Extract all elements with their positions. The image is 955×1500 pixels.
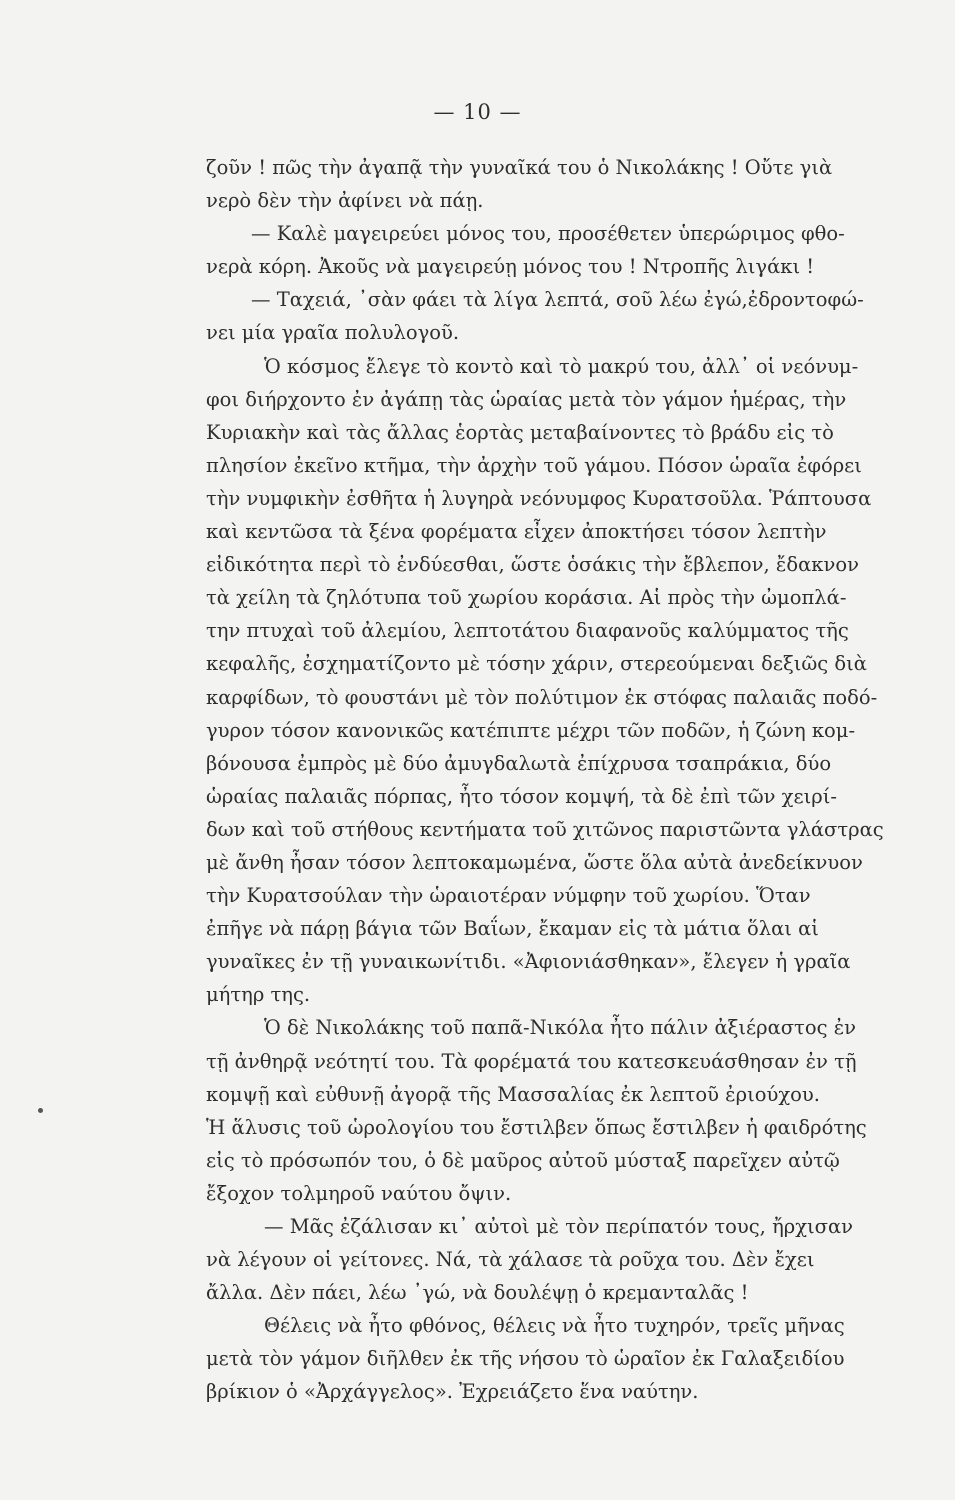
text-line: τὰ χείλη τὰ ζηλότυπα τοῦ χωρίου κοράσια. Αἱ πρὸς τὴν ὠμοπλά- xyxy=(206,586,847,610)
text-line: μήτηρ της. xyxy=(206,983,311,1007)
text-line: Ὁ κόσμος ἔλεγε τὸ κοντὸ καὶ τὸ μακρύ του, ἀλλ᾽ οἱ νεόνυμ- xyxy=(264,354,859,378)
text-body xyxy=(206,151,934,1409)
text-line: φοι διήρχοντο ἐν ἀγάπῃ τὰς ὡραίας μετὰ τὸν γάμον ἡμέρας, τὴν xyxy=(206,387,847,411)
text-line: γυναῖκες ἐν τῇ γυναικωνίτιδι. «Ἀφιονιάσθηκαν», ἔλεγεν ἡ γραῖα xyxy=(206,950,851,974)
text-line: νει μία γραῖα πολυλογοῦ. xyxy=(206,321,460,345)
text-line: εἰδικότητα περὶ τὸ ἐνδύεσθαι, ὥστε ὁσάκις τὴν ἔβλεπον, ἔδακνον xyxy=(206,553,859,577)
text-line: καρφίδων, τὸ φουστάνι μὲ τὸν πολύτιμον ἐκ στόφας παλαιᾶς ποδό- xyxy=(206,685,878,709)
text-line: καὶ κεντῶσα τὰ ξένα φορέματα εἶχεν ἀποκτήσει τόσον λεπτὴν xyxy=(206,520,827,544)
text-line: ἐπῆγε νὰ πάρῃ βάγια τῶν Βαΐων, ἔκαμαν εἰς τὰ μάτια ὅλαι αἱ xyxy=(206,917,819,941)
text-line: βόνουσα ἐμπρὸς μὲ δύο ἀμυγδαλωτὰ ἐπίχρυσα τσαπράκια, δύο xyxy=(206,751,832,775)
text-line: βρίκιον ὁ «Ἀρχάγγελος». Ἐχρειάζετο ἕνα ναύτην. xyxy=(206,1380,699,1404)
text-line: — Μᾶς ἐζάλισαν κι᾽ αὐτοὶ μὲ τὸν περίπατόν τους, ἤρχισαν xyxy=(264,1215,854,1238)
text-line: δων καὶ τοῦ στήθους κεντήματα τοῦ χιτῶνος παριστῶντα γλάστρας xyxy=(206,817,884,841)
text-line: κεφαλῆς, ἐσχηματίζοντο μὲ τόσην χάριν, στερεούμεναι δεξιῶς διὰ xyxy=(206,652,867,676)
text-line: Κυριακὴν καὶ τὰς ἄλλας ἑορτὰς μεταβαίνοντες τὸ βράδυ εἰς τὸ xyxy=(206,420,834,444)
text-line: εἰς τὸ πρόσωπόν του, ὁ δὲ μαῦρος αὐτοῦ μύσταξ παρεῖχεν αὐτῷ xyxy=(206,1148,840,1172)
text-line: τὴν Κυρατσούλαν τὴν ὡραιοτέραν νύμφην τοῦ χωρίου. Ὅταν xyxy=(206,884,811,908)
text-line: νερὸ δὲν τὴν ἀφίνει νὰ πάῃ. xyxy=(206,189,484,213)
margin-mark xyxy=(38,1108,43,1113)
text-line: τῇ ἀνθηρᾷ νεότητί του. Τὰ φορέματά του κατεσκευάσθησαν ἐν τῇ xyxy=(206,1049,857,1073)
page-number: — 10 — xyxy=(433,100,522,124)
text-line: πλησίον ἐκεῖνο κτῆμα, τὴν ἀρχὴν τοῦ γάμου. Πόσον ὡραῖα ἐφόρει xyxy=(206,453,862,477)
text-line: νερὰ κόρη. Ἀκοῦς νὰ μαγειρεύῃ μόνος του ! Ντροπῆς λιγάκι ! xyxy=(206,255,815,279)
text-line: Ὁ δὲ Νικολάκης τοῦ παπᾶ-Νικόλα ἦτο πάλιν ἀξιέραστος ἐν xyxy=(264,1016,857,1040)
text-line: γυρον τόσον κανονικῶς κατέπιπτε μέχρι τῶν ποδῶν, ἡ ζώνη κομ- xyxy=(206,718,856,742)
text-line: — Ταχειά, ᾽σὰν φάει τὰ λίγα λεπτά, σοῦ λέω ἐγώ,ἐδροντοφώ- xyxy=(251,288,864,312)
text-line: ἔξοχον τολμηροῦ ναύτου ὄψιν. xyxy=(206,1181,512,1205)
text-line: Ἡ ἅλυσις τοῦ ὡρολογίου του ἔστιλβεν ὅπως ἔστιλβεν ἡ φαιδρότης xyxy=(206,1115,867,1139)
text-line: τὴν νυμφικὴν ἐσθῆτα ἡ λυγηρὰ νεόνυμφος Κυρατσοῦλα. Ῥάπτουσα xyxy=(206,486,872,510)
text-line: ἄλλα. Δὲν πάει, λέω ᾽γώ, νὰ δουλέψῃ ὁ κρεμανταλᾶς ! xyxy=(206,1281,749,1305)
text-line: ζοῦν ! πῶς τὴν ἀγαπᾷ τὴν γυναῖκά του ὁ Νικολάκης ! Οὔτε γιὰ xyxy=(206,156,833,179)
text-line: νὰ λέγουν οἱ γείτονες. Νά, τὰ χάλασε τὰ ροῦχα του. Δὲν ἔχει xyxy=(206,1248,815,1272)
text-line: την πτυχαὶ τοῦ ἀλεμίου, λεπτοτάτου διαφανοῦς καλύμματος τῆς xyxy=(206,619,849,643)
text-line: ὡραίας παλαιᾶς πόρπας, ἦτο τόσον κομψή, τὰ δὲ ἐπὶ τῶν χειρί- xyxy=(206,784,837,808)
text-line: μετὰ τὸν γάμον διῆλθεν ἐκ τῆς νήσου τὸ ὡραῖον ἐκ Γαλαξειδίου xyxy=(206,1347,845,1371)
text-line: μὲ ἄνθη ἦσαν τόσον λεπτοκαμωμένα, ὥστε ὅλα αὐτὰ ἀνεδείκνυον xyxy=(206,850,863,874)
text-line: κομψῇ καὶ εὐθυνῇ ἀγορᾷ τῆς Μασσαλίας ἐκ λεπτοῦ ἐριούχου. xyxy=(206,1082,820,1106)
text-line: Θέλεις νὰ ἦτο φθόνος, θέλεις νὰ ἦτο τυχηρόν, τρεῖς μῆνας xyxy=(264,1314,845,1338)
text-line: — Καλὲ μαγειρεύει μόνος του, προσέθετεν ὑπερώριμος φθο- xyxy=(251,222,845,246)
